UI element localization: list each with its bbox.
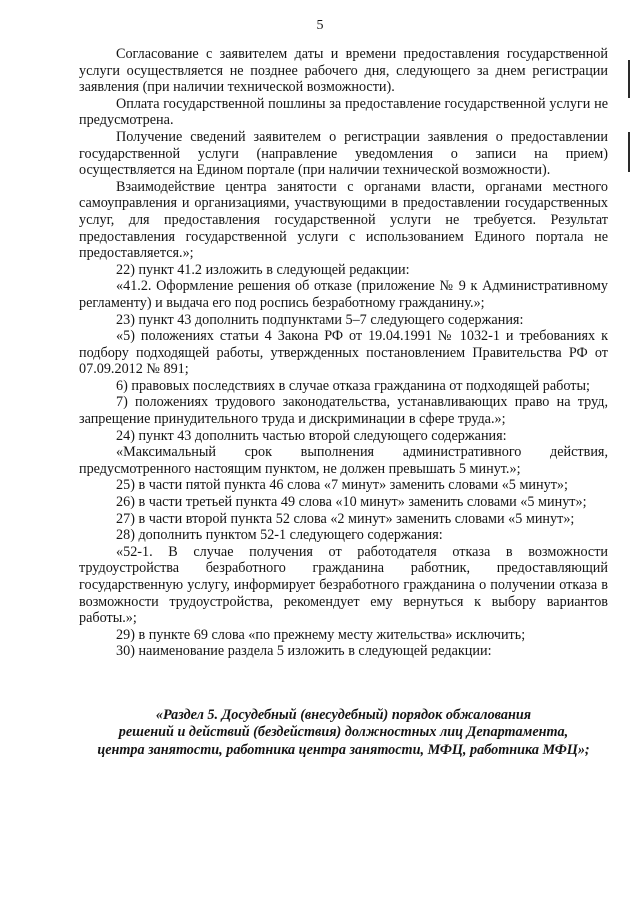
paragraph-registration-info: Получение сведений заявителем о регистрации заявления о предоставлении государственной услуги (направление уведомления о записи на прием) осуществляется на Едином портале (при наличии технической возможности). (79, 128, 608, 179)
paragraph-item-22: 22) пункт 41.2 изложить в следующей редакции: (116, 261, 410, 278)
page-number: 5 (316, 18, 324, 33)
paragraph-item-26: 26) в части третьей пункта 49 слова «10 минут» заменить словами «5 минут»; (116, 494, 587, 511)
paragraph-item-24: 24) пункт 43 дополнить частью второй следующего содержания: (116, 427, 507, 444)
paragraph-approval-date: Согласование с заявителем даты и времени предоставления государственной услуги осуществляется не позднее рабочего дня, следующего за днем регистрации заявления (при наличии технической возможности). (79, 46, 608, 96)
paragraph-item-23: 23) пункт 43 дополнить подпунктами 5–7 следующего содержания: (116, 311, 524, 328)
paragraph-clause-41-2: «41.2. Оформление решения об отказе (приложение № 9 к Административному регламенту) и выдача его под роспись безработному гражданину.»; (79, 278, 608, 311)
paragraph-subitem-6: 6) правовых последствиях в случае отказа гражданина от подходящей работы; (116, 377, 590, 394)
paragraph-item-25: 25) в части пятой пункта 46 слова «7 минут» заменить словами «5 минут»; (116, 477, 568, 494)
paragraph-state-fee: Оплата государственной пошлины за предоставление государственной услуги не предусмотрена. (79, 95, 608, 129)
section-5-heading (79, 707, 608, 759)
scan-edge-mark (628, 60, 630, 98)
scan-edge-mark (628, 132, 630, 172)
paragraph-item-28: 28) дополнить пунктом 52-1 следующего содержания: (116, 527, 443, 544)
heading-line: центра занятости, работника центра занятости, МФЦ, работника МФЦ»; (97, 741, 590, 758)
paragraph-subitem-7: 7) положениях трудового законодательства, устанавливающих право на труд, запрещение принудительного труда и дискриминации в сфере труда.»; (79, 394, 608, 428)
paragraph-subitem-5: «5) положениях статьи 4 Закона РФ от 19.04.1991 № 1032-1 и требованиях к подбору подходящей работы, утвержденных постановлением Правительства РФ от 07.09.2012 № 891; (79, 328, 608, 378)
heading-line: «Раздел 5. Досудебный (внесудебный) порядок обжалования (155, 707, 532, 723)
heading-line: решений и действий (бездействия) должностных лиц Департамента, (118, 724, 569, 741)
paragraph-interaction: Взаимодействие центра занятости с органами власти, органами местного самоуправления и организациями, участвующими в предоставлении государственных услуг, для предоставления государственной услуги не требуется. Результат предоставления государственной услуги с использованием Единого портала не предоставляется.»; (79, 178, 608, 262)
document-body (79, 46, 608, 660)
paragraph-item-30: 30) наименование раздела 5 изложить в следующей редакции: (116, 643, 492, 660)
paragraph-clause-52-1: «52-1. В случае получения от работодателя отказа в возможности трудоустройства безработного гражданина работник, предоставляющий государственную услугу, информирует безработного гражданина о получении отказа в возможности трудоустройства, рекомендует ему вернуться к выбору вариантов работы.»; (79, 543, 608, 627)
paragraph-item-29: 29) в пункте 69 слова «по прежнему месту жительства» исключить; (116, 626, 526, 643)
paragraph-item-27: 27) в части второй пункта 52 слова «2 минут» заменить словами «5 минут»; (116, 510, 575, 527)
paragraph-max-time: «Максимальный срок выполнения административного действия, предусмотренного настоящим пунктом, не должен превышать 5 минут.»; (79, 444, 608, 477)
